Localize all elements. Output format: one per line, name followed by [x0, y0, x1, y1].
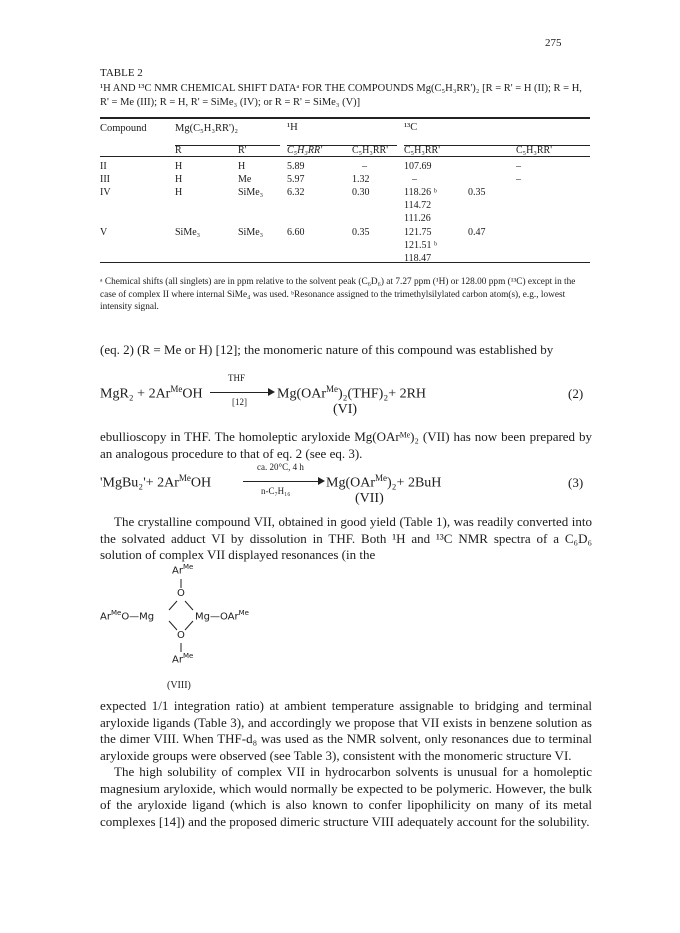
row-h-ring: 5.89 — [287, 161, 305, 172]
paragraph: The high solubility of complex VII in hydrocarbon solvents is unusual for a homoleptic magnesium aryloxide, which would normally be expected to be polymeric. However, the bulk of the aryloxide ligand (which is also known to confer lipophilicity on many of its metal complexes [14]) and the proposed dimeric structure VIII adequately account for the solubility. — [100, 764, 592, 829]
paragraph: expected 1/1 integration ratio) at ambient temperature assignable to bridging and terminal aryloxide ligands (Table 3), and accordingly we propose that VII exists in benzene solution as the dimer VIII. When THF-d₈ was used as the NMR solvent, only resonances due to terminal aryloxide groups were observed (see Table 3), consistent with the monomeric structure VI. — [100, 698, 592, 763]
row-rp: SiMe₃ — [238, 227, 264, 238]
sub-c-sub: C₅H₃RR' — [516, 145, 553, 156]
col-13c: ¹³C — [404, 122, 418, 133]
equation-2-condition: THF — [228, 373, 246, 383]
row-r: H — [175, 174, 183, 185]
row-c-sub: 0.35 — [468, 187, 486, 198]
row-c-ring: 118.26 ᵇ — [404, 187, 437, 198]
paragraph: ebullioscopy in THF. The homoleptic aryloxide Mg(OArᴹᵉ)₂ (VII) has now been prepared by an analogous procedure to that of eq. 2 (see eq. 3). — [100, 429, 592, 461]
equation-number: (3) — [568, 475, 584, 490]
row-c-sub: – — [516, 161, 521, 172]
row-c-ring-3: 118.47 — [404, 253, 432, 264]
row-compound: IV — [100, 187, 111, 198]
row-h-sub: 1.32 — [352, 174, 370, 185]
sub-h-ring: C₅H₃RR' — [287, 145, 323, 156]
row-h-sub: 0.30 — [352, 187, 370, 198]
paragraph: The crystalline compound VII, obtained in good yield (Table 1), was readily converted into the solvated adduct VI by dissolution in THF. Both ¹H and ¹³C NMR spectra of a C₆D₆ solution of complex VII displayed resonances (in the — [100, 514, 592, 562]
structure-label: (VIII) — [167, 680, 191, 691]
row-c-ring: – — [412, 174, 417, 185]
table-caption: ¹H AND ¹³C NMR CHEMICAL SHIFT DATAᵃ FOR THE COMPOUNDS Mg(C₅H₃RR')₂ [R = R' = H (II); R = H, R' = Me (III); R = H, R' = SiMe₃ (IV); or R = R' = SiMe₃ (V)] — [100, 83, 582, 108]
row-r: H — [175, 161, 183, 172]
row-h-sub: 0.35 — [352, 227, 370, 238]
equation-3-lhs: 'MgBu₂'+ $2Ar^{Me}OH$ — [100, 473, 212, 491]
col-compound: Compound — [100, 123, 147, 134]
compound-label-vii: (VII) — [355, 491, 384, 506]
row-compound: V — [100, 227, 108, 238]
row-compound: III — [100, 174, 110, 185]
aryl-top: $Ar^{Me}$ — [172, 563, 194, 577]
sub-rp: R' — [238, 145, 247, 156]
sub-c-ring: C₅H₃RR' — [404, 145, 441, 156]
row-c-ring: 107.69 — [404, 161, 432, 172]
oxygen-bottom: O — [177, 630, 185, 641]
table-top-rule — [100, 117, 590, 119]
row-rp: SiMe₃ — [238, 187, 264, 198]
row-c-sub: 0.47 — [468, 227, 486, 238]
row-h-ring: 6.32 — [287, 187, 305, 198]
paragraph: (eq. 2) (R = Me or H) [12]; the monomeric nature of this compound was established by — [100, 342, 554, 357]
row-compound: II — [100, 161, 107, 172]
equation-number: (2) — [568, 386, 584, 401]
row-h-ring: 5.97 — [287, 174, 305, 185]
reaction-arrow — [210, 392, 270, 393]
equation-2-reference: [12] — [232, 397, 247, 407]
compound-label-vi: (VI) — [333, 402, 358, 417]
group-rule-mg — [175, 145, 280, 146]
row-c-ring-3: 111.26 — [404, 213, 431, 224]
equation-2-lhs: $MgR_2 + 2Ar^{Me}OH$ — [100, 384, 203, 402]
right-terminal-aryloxide: Mg—OAr$^{Me}$ — [195, 609, 249, 623]
col-1h: ¹H — [287, 122, 298, 133]
structure-viii — [100, 563, 330, 673]
row-c-ring-2: 121.51 ᵇ — [404, 240, 438, 251]
left-terminal-aryloxide: $Ar^{Me}O—Mg$ — [100, 609, 155, 623]
row-h-sub: – — [362, 161, 367, 172]
table-header-rule — [100, 156, 590, 157]
sub-h-sub: C₅H₃RR' — [352, 145, 389, 156]
page-number: 275 — [545, 37, 562, 49]
oxygen-top: O — [177, 588, 185, 599]
row-rp: H — [238, 161, 246, 172]
row-rp: Me — [238, 174, 252, 185]
equation-3-condition: ca. 20°C, 4 h — [257, 462, 304, 472]
row-c-ring: 121.75 — [404, 227, 432, 238]
table-footnote: ᵃ Chemical shifts (all singlets) are in ppm relative to the solvent peak (C₆D₆) at 7.27 ppm (¹H) or 128.00 ppm (¹³C) except in the case of complex II where internal SiMe₄ was used. ᵇResonance assigned to the trimethylsilylated carbon atom(s), e.g., lowest intensity signal. — [100, 277, 576, 312]
row-r: H — [175, 187, 183, 198]
aryl-bottom: $Ar^{Me}$ — [172, 652, 194, 666]
row-c-sub: – — [516, 174, 521, 185]
sub-r: R — [175, 145, 182, 156]
arrow-head — [318, 477, 325, 485]
col-group-mg: Mg(C₅H₃RR')₂ — [175, 123, 239, 134]
row-c-ring-2: 114.72 — [404, 200, 432, 211]
equation-3-rhs: Mg(OAr$^{Me}$)₂+ 2BuH — [326, 473, 442, 491]
equation-3-solvent: n-C₇H₁₆ — [261, 486, 291, 496]
reaction-arrow — [243, 481, 320, 482]
row-r: SiMe₃ — [175, 227, 201, 238]
equation-2-rhs: Mg(OAr$^{Me}$)₂(THF)₂+ 2RH — [277, 384, 427, 402]
table-label: TABLE 2 — [100, 67, 143, 79]
row-h-ring: 6.60 — [287, 227, 305, 238]
table-bottom-rule — [100, 262, 590, 263]
arrow-head — [268, 388, 275, 396]
